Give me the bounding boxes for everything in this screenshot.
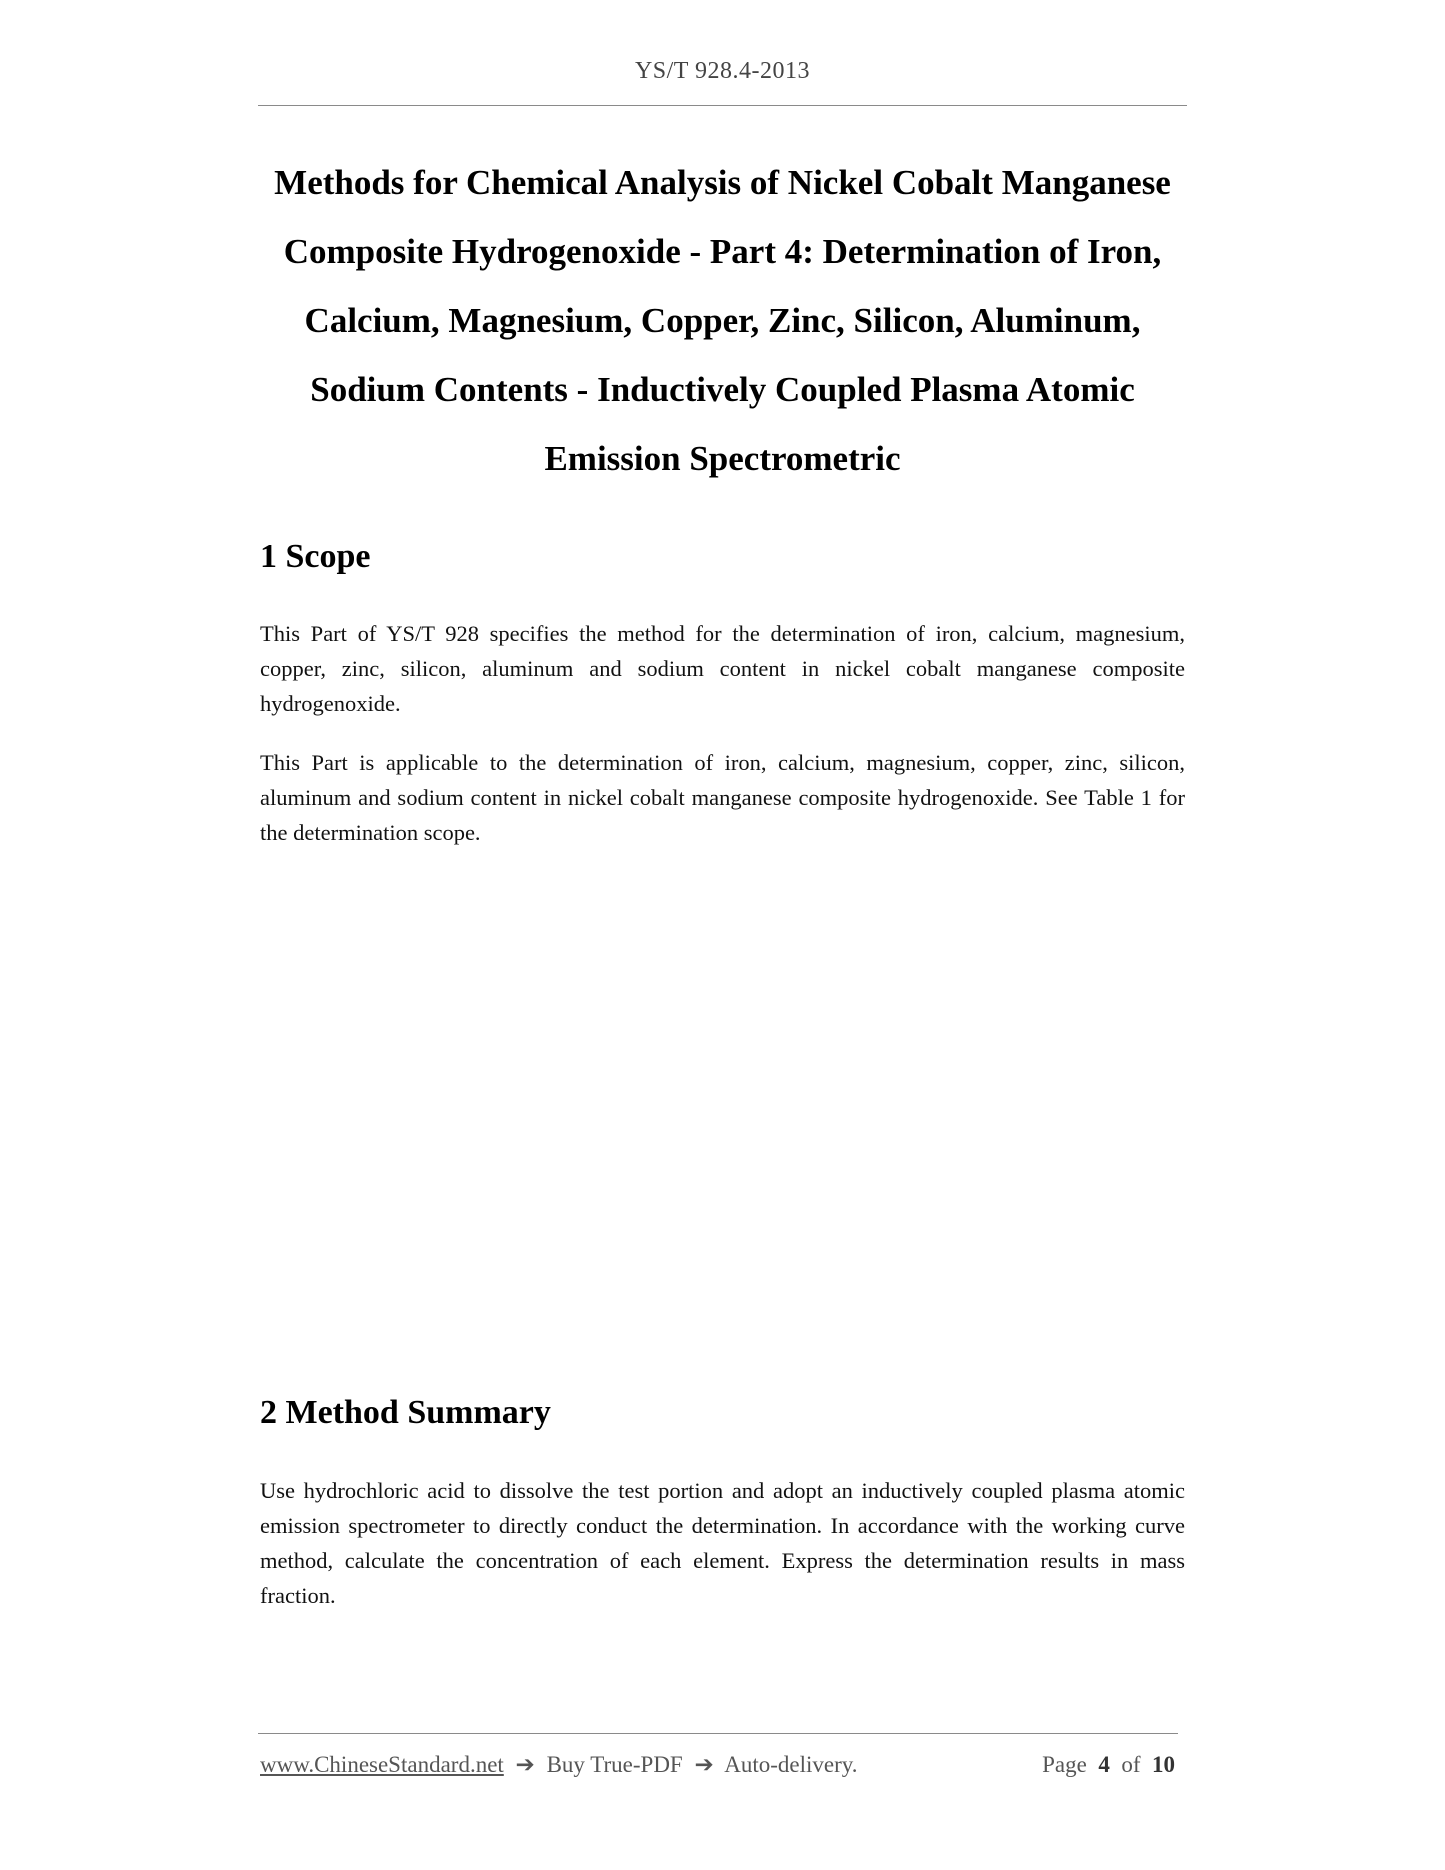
title-line: Calcium, Magnesium, Copper, Zinc, Silicon, Aluminum, <box>304 301 1141 340</box>
section-heading-scope: 1 Scope <box>260 538 371 575</box>
buy-true-pdf-text: Buy True-PDF <box>546 1752 683 1777</box>
method-summary-paragraph: Use hydrochloric acid to dissolve the test portion and adopt an inductively coupled plasma atomic emission spectrometer to directly conduct the determination. In accordance with the working curve method, calculate the concentration of each element. Express the determination results in mass fraction. <box>260 1478 1185 1608</box>
title-line: Composite Hydrogenoxide - Part 4: Determination of Iron, <box>283 232 1162 271</box>
title-line: Emission Spectrometric <box>544 439 901 478</box>
header-standard-code: YS/T 928.4-2013 <box>634 58 811 84</box>
page-total: 10 <box>1152 1752 1175 1777</box>
auto-delivery-text: Auto-delivery. <box>724 1752 858 1777</box>
title-line: Methods for Chemical Analysis of Nickel Cobalt Manganese <box>274 163 1171 202</box>
page-number <box>1042 1752 1175 1778</box>
page-footer <box>260 1752 1175 1778</box>
scope-paragraph: This Part of YS/T 928 specifies the method for the determination of iron, calcium, magnesium, copper, zinc, silicon, aluminum and sodium content in nickel cobalt manganese composite hydrogenoxide. <box>260 621 1185 716</box>
page-of: of <box>1121 1752 1141 1777</box>
footer-divider <box>258 1733 1178 1734</box>
section-heading-method-summary: 2 Method Summary <box>260 1394 551 1431</box>
page-current: 4 <box>1098 1752 1110 1777</box>
title-line: Sodium Contents - Inductively Coupled Plasma Atomic <box>310 370 1135 409</box>
right-arrow-icon: ➔ <box>515 1752 535 1777</box>
scope-paragraph: This Part is applicable to the determination of iron, calcium, magnesium, copper, zinc, silicon, aluminum and sodium content in nickel cobalt manganese composite hydrogenoxide. See Table 1 for the determination scope. <box>260 750 1185 845</box>
chinesestandard-link[interactable]: www.ChineseStandard.net <box>260 1752 504 1777</box>
document-title <box>258 148 1187 493</box>
right-arrow-icon: ➔ <box>694 1752 714 1777</box>
header-divider <box>258 105 1187 106</box>
page-label: Page <box>1042 1752 1087 1777</box>
